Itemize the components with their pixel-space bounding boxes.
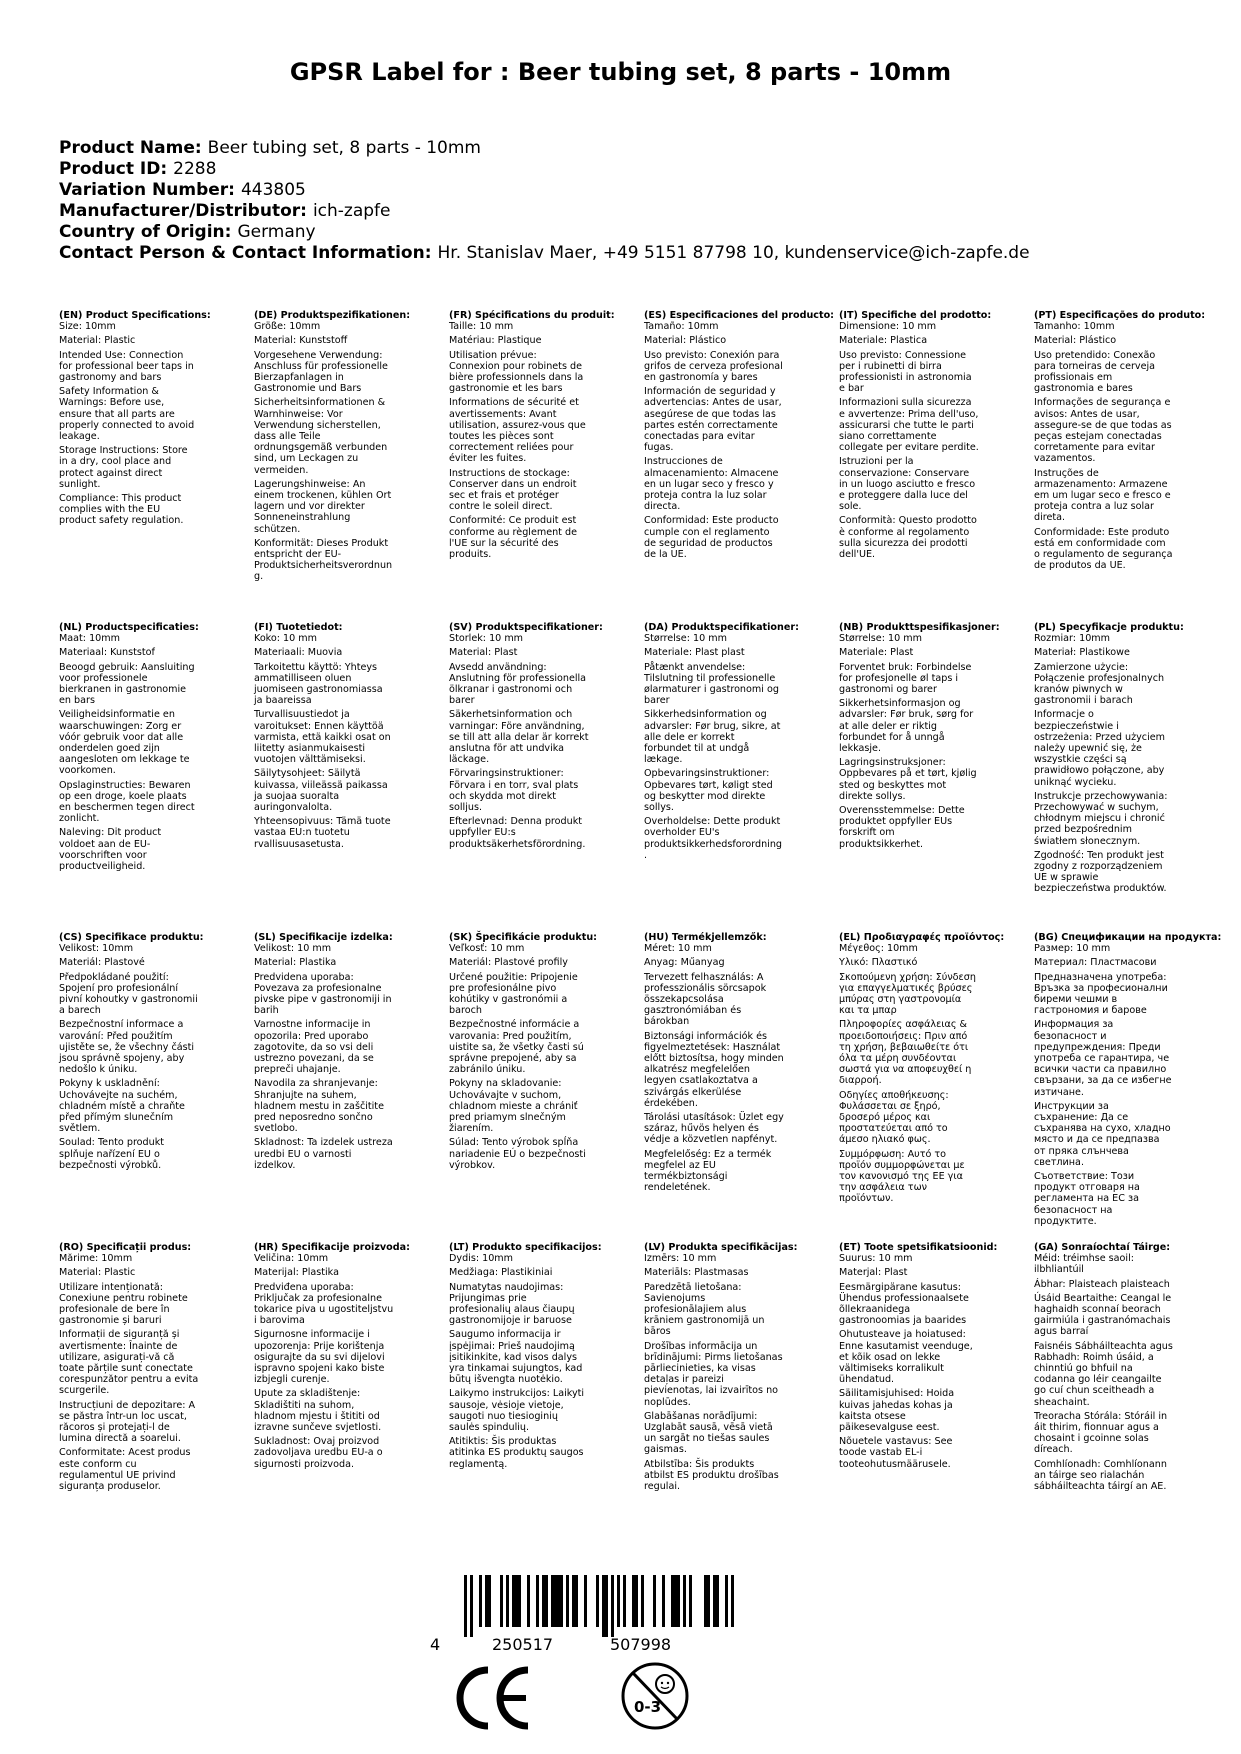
spec-line: Pokyny k uskladnění: Uchovávejte na suchém, chladném místě a chraňte před přímým slunečním světlem. [59,1078,185,1135]
spec-line: Compliance: This product complies with the EU product safety regulation. [59,493,184,527]
barcode-bar [683,1575,686,1627]
spec-heading: (SV) Produktspecifikationer: [449,622,603,633]
spec-line: Instrukcje przechowywania: Przechowywać w suchym, chłodnym miejscu i chronić przed bezpośrednim światłem słonecznym. [1034,790,1168,847]
spec-block [644,1242,798,1495]
spec-line: Instruções de armazenamento: Armazene em um lugar seco e fresco e proteja contra a luz solar direta. [1034,467,1171,524]
info-label: Variation Number: [59,180,235,200]
info-value: ich-zapfe [312,201,391,221]
spec-line: Informations de sécurité et avertissements: Avant utilisation, assurez-vous que toutes les pièces sont correctement reliées pour éviter les fuites. [449,397,586,465]
spec-line: Informações de segurança e avisos: Antes de usar, assegure-se de que todas as peças estejam conectadas corretamente para evitar vazamentos. [1034,397,1172,465]
spec-line: Tarkoitettu käyttö: Yhteys ammatilliseen oluen juomiseen gastronomiassa ja baareissa [254,661,383,707]
spec-line: Avsedd användning: Anslutning för professionella ölkranar i gastronomi och barer [449,661,587,707]
spec-line: Υλικό: Πλαστικό [839,957,918,969]
spec-line: Ábhar: Plaisteach plaisteach [1034,1278,1170,1290]
spec-line: Faisnéis Sábháilteachta agus Rabhadh: Roimh úsáid, a chinntiú go bhfuil na codanna go léir ceangailte go cuí chun sceitheadh a sheachaint. [1034,1340,1173,1408]
info-label: Country of Origin: [59,222,232,242]
spec-line: Paredzētā lietošana: Savienojums profesionālajiem alus krāniem gastronomijā un bāros [644,1281,765,1338]
spec-line: Medžiaga: Plastikiniai [449,1267,553,1279]
spec-line: Forventet bruk: Forbindelse for profesjonelle øl taps i gastronomi og barer [839,661,972,696]
spec-line: Taille: 10 mm [449,321,514,333]
spec-block [449,1242,602,1473]
barcode-bar [662,1575,665,1627]
spec-line: Material: Plástico [1034,335,1117,347]
info-row [59,159,1030,180]
spec-line: Material: Plastika [254,957,337,969]
spec-line: Storage Instructions: Store in a dry, cool place and protect against direct sunlight. [59,445,188,490]
barcode [430,1575,740,1655]
spec-block [839,932,1005,1208]
spec-line: Předpokládané použití: Spojení pro profesionální pivní kohoutky v gastronomii a barech [59,971,198,1017]
barcode-bar [689,1575,692,1627]
spec-line: Material: Plast [449,647,518,659]
spec-line: Koko: 10 mm [254,633,317,645]
spec-line: Laikymo instrukcijos: Laikyti sausoje, vėsioje vietoje, saugoti nuo tiesioginių saulės spindulių. [449,1388,585,1434]
barcode-bar [602,1575,608,1637]
spec-line: Materiál: Plastové profily [449,957,568,969]
barcode-left-digits: 250517 [492,1635,554,1654]
spec-line: Σκοπούμενη χρήση: Σύνδεση για επαγγελματικές βρύσες μπύρας στη γαστρονομία και τα μπαρ [839,971,976,1017]
spec-heading: (EL) Προδιαγραφές προϊόντος: [839,932,1005,943]
spec-line: Sukladnost: Ovaj proizvod zadovoljava uredbu EU-a o sigurnosti proizvoda. [254,1436,383,1470]
barcode-bar [512,1575,521,1627]
barcode-bar [500,1575,503,1627]
spec-line: Informazioni sulla sicurezza e avvertenze: Prima dell'uso, assicurarsi che tutte le parti siano correttamente collegate per evitare perdite. [839,397,979,454]
spec-line: Materiaal: Kunststof [59,647,155,659]
barcode-bar [653,1575,656,1627]
barcode-bar [731,1575,734,1627]
spec-line: Numatytas naudojimas: Prijungimas prie profesionalių alaus čiaupų gastronomijoje ir baruose [449,1281,575,1327]
spec-line: Opslaginstructies: Bewaren op een droge, koele plaats en beschermen tegen direct zonlicht. [59,779,195,825]
spec-line: Mărime: 10mm [59,1253,133,1265]
spec-line: Maat: 10mm [59,633,120,645]
spec-line: Upute za skladištenje: Skladištiti na suhom, hladnom mjestu i štititi od izravne sunčeve svjetlosti. [254,1388,382,1434]
spec-line: Предназначена употреба: Връзка за професионални биреми чешми в гастрономия и барове [1034,971,1168,1017]
barcode-bar [479,1575,482,1627]
spec-line: Storlek: 10 mm [449,633,524,645]
spec-line: Izmērs: 10 mm [644,1253,717,1265]
info-label: Contact Person & Contact Information: [59,243,432,263]
spec-heading: (FI) Tuotetiedot: [254,622,343,633]
spec-block [59,932,204,1174]
spec-line: Størrelse: 10 mm [839,633,922,645]
spec-line: Informacje o bezpieczeństwie i ostrzeżenia: Przed użyciem należy upewnić się, że wszystkie części są prawidłowo połączone, aby uniknąć wycieku. [1034,709,1165,788]
spec-line: Méid: tréimhse saoil: ilbhliantúil [1034,1253,1134,1276]
spec-line: Efterlevnad: Denna produkt uppfyller EU:s produktsäkerhetsförordning. [449,816,586,850]
spec-line: Påtænkt anvendelse: Tilslutning til professionelle ølarmaturer i gastronomi og barer [644,661,779,707]
spec-line: Tamanho: 10mm [1034,321,1115,333]
spec-line: Utilisation prévue: Connexion pour robinets de bière professionnels dans la gastronomie et les bars [449,349,584,395]
spec-line: Säkerhetsinformation och varningar: Före användning, se till att alla delar är korrekt anslutna för att undvika läckage. [449,709,589,766]
spec-line: Lagringsinstruksjoner: Oppbevares på et tørt, kjølig sted og beskyttes mot direkte sollys. [839,757,977,802]
spec-block [59,310,211,530]
spec-line: Méret: 10 mm [644,943,712,955]
spec-line: Navodila za shranjevanje: Shranjujte na suhem, hladnem mestu in zaščitite pred neposredno sončno svetlobo. [254,1078,384,1135]
spec-line: Συμμόρφωση: Αυτό το προϊόν συμμορφώνεται με τον κανονισμό της ΕΕ για την ασφάλεια των προϊόντων. [839,1148,965,1205]
spec-line: Größe: 10mm [254,321,321,333]
spec-line: Instrucciones de almacenamiento: Almacene en un lugar seco y fresco y proteja contra la luz solar directa. [644,456,779,513]
spec-line: Treoracha Stórála: Stóráil in áit thirim, fionnuar agus a chosaint i gcoinne solas díreach. [1034,1410,1168,1456]
spec-heading: (EN) Product Specifications: [59,310,211,321]
spec-line: Säilitamisjuhised: Hoida kuivas jahedas kohas ja kaitsta otsese päikesevalguse eest. [839,1388,955,1434]
spec-line: Predviđena uporaba: Priključak za profesionalne tokarice piva u ugostiteljstvu i barovima [254,1281,394,1327]
info-row [59,201,1030,222]
spec-line: Istruzioni per la conservazione: Conservare in un luogo asciutto e fresco e proteggere dalla luce del sole. [839,456,976,513]
barcode-bar [536,1575,539,1627]
spec-line: Materiaali: Muovia [254,647,343,659]
spec-line: Pokyny na skladovanie: Uchovávajte v suchom, chladnom mieste a chrániť pred priamym slnečným žiarením. [449,1078,578,1135]
spec-block [254,932,394,1174]
spec-line: Tervezett felhasználás: A professzionális sörcsapok összekapcsolása gasztronómiában és bárokban [644,971,767,1028]
info-value: Germany [237,222,316,242]
spec-line: Πληροφορίες ασφάλειας & προειδοποιήσεις: Πριν από τη χρήση, βεβαιωθείτε ότι όλα τα μέρη συνδέονται σωστά για να αποφευχθεί η διαρροή. [839,1019,972,1087]
spec-line: Conformité: Ce produit est conforme au règlement de l'UE sur la sécurité des produits. [449,515,577,561]
barcode-bar [566,1575,569,1627]
spec-block [59,622,199,875]
spec-line: Suurus: 10 mm [839,1253,913,1265]
barcode-bar [713,1575,719,1627]
info-row [59,222,1030,243]
spec-block [1034,1242,1174,1495]
spec-line: Matériau: Plastique [449,335,542,347]
spec-line: Materjal: Plast [839,1267,908,1279]
spec-heading: (PT) Especificações do produto: [1034,310,1206,321]
spec-block [644,622,799,864]
barcode-bar [470,1575,473,1637]
spec-line: Skladnost: Ta izdelek ustreza uredbi EU o varnosti izdelkov. [254,1137,393,1171]
spec-heading: (FR) Spécifications du produit: [449,310,615,321]
spec-line: Materiale: Plastica [839,335,928,347]
spec-heading: (GA) Sonraíochtaí Táirge: [1034,1242,1171,1253]
spec-heading: (CS) Specifikace produktu: [59,932,204,943]
spec-line: Instrucțiuni de depozitare: A se păstra într-un loc uscat, răcoros și protejați-l de lumina directă a soarelui. [59,1399,196,1445]
spec-line: Dydis: 10mm [449,1253,513,1265]
spec-line: Μέγεθος: 10mm [839,943,918,955]
spec-block [254,1242,410,1473]
spec-line: Zgodność: Ten produkt jest zgodny z rozporządzeniem UE w sprawie bezpieczeństwa produktów. [1034,849,1167,895]
barcode-bar [611,1575,614,1637]
barcode-bar [623,1575,626,1627]
spec-heading: (HR) Specifikacije proizvoda: [254,1242,410,1253]
barcode-bar [671,1575,680,1627]
spec-line: Dimensione: 10 mm [839,321,937,333]
spec-heading: (SK) Špecifikácie produktu: [449,932,598,943]
spec-line: Určené použitie: Pripojenie pre profesionálne pivo kohútiky v gastronómii a baroch [449,971,578,1017]
spec-line: Megfelelőség: Ez a termék megfelel az EU termékbiztonsági rendeletének. [644,1148,772,1194]
spec-heading: (PL) Specyfikacje produktu: [1034,622,1184,633]
spec-block [1034,932,1222,1230]
spec-block [644,932,784,1196]
spec-line: Materiale: Plast plast [644,647,745,659]
spec-line: Size: 10mm [59,321,116,333]
spec-line: Förvaringsinstruktioner: Förvara i en torr, sval plats och skydda mot direkt solljus. [449,768,579,814]
barcode-bar [704,1575,710,1627]
spec-line: Velikost: 10mm [59,943,134,955]
spec-heading: (DE) Produktspezifikationen: [254,310,411,321]
spec-block [839,1242,998,1473]
spec-line: Οδηγίες αποθήκευσης: Φυλάσσεται σε ξηρό, δροσερό μέρος και προστατεύεται από το άμεσο ηλιακό φως. [839,1089,949,1146]
spec-heading: (SL) Specifikacije izdelka: [254,932,393,943]
spec-line: Lagerungshinweise: An einem trockenen, kühlen Ort lagern und vor direkter Sonneneinstrahlung schützen. [254,478,392,535]
spec-block [644,310,835,563]
barcode-bar [542,1575,548,1627]
info-label: Product ID: [59,159,168,179]
spec-block [839,310,992,563]
info-row [59,243,1030,264]
barcode-bar [485,1575,491,1627]
info-row [59,180,1030,201]
spec-line: Veľkosť: 10 mm [449,943,525,955]
spec-line: Sigurnosne informacije i upozorenja: Prije korištenja osigurajte da su svi dijelovi ispravno spojeni kako biste izbjegli curenje. [254,1329,385,1386]
spec-block [449,310,615,563]
spec-line: Glabāšanas norādījumi: Uzglabāt sausā, vēsā vietā un sargāt no tiešas saules gaismas. [644,1410,773,1456]
barcode-bar [584,1575,587,1627]
spec-line: Súlad: Tento výrobok spĺňa nariadenie EÚ o bezpečnosti výrobkov. [449,1137,586,1171]
barcode-bar [617,1575,620,1627]
spec-line: Utilizare intenționată: Conexiune pentru robinete profesionale de bere în gastronomie și baruri [59,1281,188,1327]
spec-heading: (LV) Produkta specifikācijas: [644,1242,798,1253]
spec-line: Comhlíonadh: Comhlíonann an táirge seo rialachán sábháilteachta táirgí an AE. [1034,1458,1167,1493]
spec-line: Informații de siguranță și avertismente: Înainte de utilizare, asigurați-vă că toate părțile sunt conectate corespunzător pentru a evita scurgerile. [59,1329,199,1397]
info-label: Manufacturer/Distributor: [59,201,307,221]
barcode-bar [527,1575,530,1627]
spec-line: Størrelse: 10 mm [644,633,727,645]
info-value: Hr. Stanislav Maer, +49 5151 87798 10, kundenservice@ich-zapfe.de [437,243,1030,263]
spec-heading: (NB) Produkttspesifikasjoner: [839,622,1000,633]
spec-block [449,932,598,1174]
spec-line: Material: Plastic [59,1267,136,1279]
product-info [59,138,1030,264]
spec-heading: (DA) Produktspecifikationer: [644,622,799,633]
barcode-lead-digit: 4 [430,1635,441,1654]
spec-heading: (ET) Toote spetsifikatsioonid: [839,1242,998,1253]
spec-block [839,622,1000,853]
spec-line: Materiał: Plastikowe [1034,647,1130,659]
spec-line: Overholdelse: Dette produkt overholder EU's produktsikkerhedsforordning. [644,816,782,861]
barcode-bar [725,1575,728,1627]
spec-line: Uso previsto: Conexión para grifos de cerveza profesional en gastronomía y bares [644,349,783,384]
spec-line: Atitiktis: Šis produktas atitinka ES produktų saugos reglamentą. [449,1436,584,1470]
spec-block [254,622,394,853]
barcode-bar [551,1575,563,1627]
barcode-bar [596,1575,599,1627]
spec-line: Soulad: Tento produkt splňuje nařízení EU o bezpečnosti výrobků. [59,1137,165,1171]
spec-block [59,1242,199,1495]
spec-line: Размер: 10 mm [1034,943,1111,955]
barcode-bar [632,1575,638,1627]
info-value: 443805 [240,180,306,200]
spec-line: Uso pretendido: Conexão para torneiras de cerveja profissionais em gastronomia e bares [1034,349,1156,395]
spec-heading: (HU) Termékjellemzők: [644,932,767,943]
spec-line: Yhteensopivuus: Tämä tuote vastaa EU:n tuotetu rvallisuusasetusta. [254,816,391,850]
barcode-bar [641,1575,644,1627]
spec-line: Nõuetele vastavus: See toode vastab EL-i tooteohutusmäärusele. [839,1436,953,1470]
spec-line: Rozmiar: 10mm [1034,633,1110,645]
spec-line: Beoogd gebruik: Aansluiting voor professionele bierkranen in gastronomie en bars [59,661,195,707]
spec-line: Predvidena uporaba: Povezava za profesionalne pivske pipe v gastronomiji in barih [254,971,392,1017]
barcode-bars [430,1575,740,1637]
spec-line: Atbilstība: Šis produkts atbilst ES produktu drošības regulai. [644,1458,779,1493]
spec-line: Bezpečnostní informace a varování: Před použitím ujistěte se, že všechny části jsou správně spojeny, aby nedošlo k úniku. [59,1019,195,1076]
barcode-bar [464,1575,467,1637]
spec-line: Conformitate: Acest produs este conform cu regulamentul UE privind siguranța produselor. [59,1447,191,1493]
spec-line: Saugumo informacija ir įspėjimai: Prieš naudojimą įsitikinkite, kad visos dalys yra tinkamai sujungtos, kad būtų išvengta nuotėkio. [449,1329,583,1386]
spec-line: Material: Plastic [59,335,136,347]
spec-line: Intended Use: Connection for professional beer taps in gastronomy and bars [59,349,194,384]
info-label: Product Name: [59,138,202,158]
spec-line: Materiāls: Plastmasas [644,1267,749,1279]
spec-line: Sikkerhedsinformation og advarsler: Før brug, sikre, at alle dele er korrekt forbundet til at undgå lækage. [644,709,781,766]
barcode-bar [572,1575,578,1627]
spec-line: Biztonsági információk és figyelmeztetések: Használat előtt biztosítsa, hogy minden alkatrész megfelelően legyen csatlakoztatva a szivárgás elkerülése érdekében. [644,1030,784,1109]
spec-line: Eesmärgipärane kasutus: Ühendus professionaalsete õllekraanidega gastronoomias ja baarides [839,1281,969,1327]
spec-heading: (RO) Specificații produs: [59,1242,192,1253]
spec-line: Bezpečnostné informácie a varovania: Pred použitím, uistite sa, že všetky časti sú správne prepojené, aby sa zabránilo úniku. [449,1019,584,1076]
spec-line: Tamaño: 10mm [644,321,719,333]
spec-line: Ohutusteave ja hoiatused: Enne kasutamist veenduge, et kõik osad on lekke vältimiseks korralikult ühendatud. [839,1329,973,1386]
spec-heading: (ES) Especificaciones del producto: [644,310,835,321]
info-value: 2288 [173,159,217,179]
spec-line: Materijal: Plastika [254,1267,339,1279]
spec-heading: (LT) Produkto specifikacijos: [449,1242,602,1253]
spec-line: Veiligheidsinformatie en waarschuwingen: Zorg er vóór gebruik voor dat alle onderdelen goed zijn aangesloten om lekkage te voorkomen. [59,709,190,777]
barcode-right-digits: 507998 [610,1635,672,1654]
spec-line: Conformità: Questo prodotto è conforme al regolamento sulla sicurezza dei prodotti dell'UE. [839,515,977,561]
spec-line: Säilytysohjeet: Säilytä kuivassa, viileässä paikassa ja suojaa suoralta auringonvalolta. [254,768,388,814]
spec-line: Naleving: Dit product voldoet aan de EU-voorschriften voor productveiligheid. [59,827,162,873]
spec-line: Materiale: Plast [839,647,914,659]
spec-line: Sikkerhetsinformasjon og advarsler: Før bruk, sørg for at alle deler er riktig forbundet for å unngå lekkasje. [839,698,974,755]
spec-line: Инструкции за съхранение: Да се съхранява на сухо, хладно място и да се предпазва от пряка слънчева светлина. [1034,1100,1171,1168]
spec-line: Material: Kunststoff [254,335,348,347]
spec-line: Sicherheitsinformationen & Warnhinweise: Vor Verwendung sicherstellen, dass alle Teile ordnungsgemäß verbunden sind, um Leckagen zu vermeiden. [254,397,388,476]
spec-line: Konformität: Dieses Produkt entspricht der EU-Produktsicherheitsverordnung. [254,537,393,583]
spec-block [1034,622,1184,898]
spec-line: Anyag: Műanyag [644,957,725,969]
spec-line: Vorgesehene Verwendung: Anschluss für professionelle Bierzapfanlagen in Gastronomie und Bars [254,349,388,395]
spec-heading: (IT) Specifiche del prodotto: [839,310,992,321]
spec-line: Safety Information & Warnings: Before use, ensure that all parts are properly connected to avoid leakage. [59,386,195,443]
age-label: 0-3 [634,1698,662,1716]
spec-line: Úsáid Beartaithe: Ceangal le haghaidh sconnaí beorach gairmiúla i gastranómachais agus barraí [1034,1292,1172,1338]
page-title: GPSR Label for : Beer tubing set, 8 parts - 10mm [289,58,952,86]
spec-line: Tárolási utasítások: Üzlet egy száraz, hűvös helyen és védje a közvetlen napfényt. [644,1112,784,1146]
spec-line: Turvallisuustiedot ja varoitukset: Ennen käyttöä varmista, että kaikki osat on liitetty asianmukaisesti vuotojen välttämiseksi. [254,709,391,766]
spec-block [1034,310,1206,574]
spec-line: Zamierzone użycie: Połączenie profesjonalnych kranów piwnych w gastronomii i barach [1034,661,1165,707]
spec-heading: (NL) Productspecificaties: [59,622,199,633]
spec-line: Instructions de stockage: Conserver dans un endroit sec et frais et protéger contre le soleil direct. [449,467,577,513]
spec-line: Material: Plástico [644,335,727,347]
spec-block [449,622,603,853]
spec-line: Materiál: Plastové [59,957,145,969]
spec-line: Opbevaringsinstruktioner: Opbevares tørt, køligt sted og beskytter mod direkte sollys. [644,768,773,814]
spec-line: Drošības informācija un brīdinājumi: Pirms lietošanas pārliecinieties, ka visas detaļas ir pareizi pievienotas, lai izvairītos no noplūdes. [644,1340,783,1408]
spec-line: Overensstemmelse: Dette produktet oppfyller EUs forskrift om produktsikkerhet. [839,805,965,850]
barcode-bar [506,1575,509,1627]
spec-line: Информация за безопасност и предупреждения: Преди употреба се гарантира, че всички части са правилно свързани, за да се избегне изтичане. [1034,1019,1172,1098]
spec-line: Velikost: 10 mm [254,943,332,955]
spec-line: Varnostne informacije in opozorila: Pred uporabo zagotovite, da so vsi deli ustrezno povezani, da se prepreči uhajanje. [254,1019,374,1076]
compliance-marks [450,1660,710,1740]
spec-line: Uso previsto: Connessione per i rubinetti di birra professionisti in astronomia e bar [839,349,972,395]
ce-mark-icon [460,1670,528,1726]
spec-line: Conformidad: Este producto cumple con el reglamento de seguridad de productos de la UE. [644,515,779,561]
spec-line: Veličina: 10mm [254,1253,329,1265]
info-value: Beer tubing set, 8 parts - 10mm [207,138,481,158]
spec-heading: (BG) Спецификации на продукта: [1034,932,1222,943]
spec-line: Conformidade: Este produto está em conformidade com o regulamento de segurança de produtos da UE. [1034,526,1173,572]
info-row [59,138,1030,159]
spec-block [254,310,411,586]
spec-line: Материал: Пластмасови [1034,957,1157,969]
spec-line: Съответствие: Този продукт отговаря на регламента на ЕС за безопасност на продуктите. [1034,1171,1140,1227]
not-suitable-0-3-icon [623,1664,687,1728]
spec-line: Información de seguridad y advertencias: Antes de usar, asegúrese de que todas las partes estén correctamente conectadas para evitar fugas. [644,386,782,454]
